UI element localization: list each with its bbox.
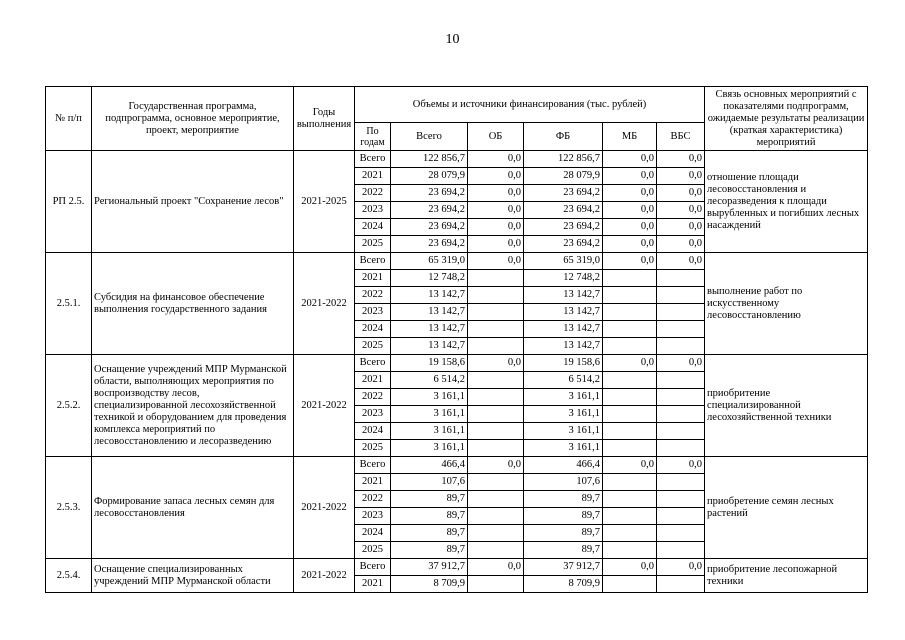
cell-year: Всего [355, 151, 391, 168]
item-number: 2.5.1. [46, 253, 92, 355]
cell-fb: 37 912,7 [524, 559, 603, 576]
cell-fb: 23 694,2 [524, 236, 603, 253]
item-link: приобретение семян лесных растений [705, 457, 868, 559]
cell-ob: 0,0 [468, 202, 524, 219]
cell-vbs: 0,0 [657, 559, 705, 576]
cell-ob [468, 491, 524, 508]
cell-year: 2021 [355, 372, 391, 389]
cell-fb: 65 319,0 [524, 253, 603, 270]
cell-vbs: 0,0 [657, 219, 705, 236]
cell-year: 2025 [355, 440, 391, 457]
cell-mb: 0,0 [603, 559, 657, 576]
cell-vbs: 0,0 [657, 253, 705, 270]
cell-ob [468, 304, 524, 321]
header-fb: ФБ [524, 123, 603, 151]
cell-year: 2021 [355, 474, 391, 491]
cell-total: 12 748,2 [391, 270, 468, 287]
cell-ob: 0,0 [468, 219, 524, 236]
cell-year: 2021 [355, 168, 391, 185]
cell-ob [468, 270, 524, 287]
item-link: приобритение лесопожарной техники [705, 559, 868, 593]
cell-mb [603, 423, 657, 440]
item-years: 2021-2022 [294, 253, 355, 355]
table-header [46, 87, 868, 151]
table-row [46, 253, 868, 270]
cell-vbs: 0,0 [657, 168, 705, 185]
cell-ob: 0,0 [468, 151, 524, 168]
table-row [46, 457, 868, 474]
cell-total: 13 142,7 [391, 304, 468, 321]
cell-year: 2022 [355, 389, 391, 406]
cell-ob [468, 423, 524, 440]
cell-fb: 23 694,2 [524, 219, 603, 236]
cell-ob: 0,0 [468, 559, 524, 576]
cell-year: 2025 [355, 542, 391, 559]
cell-ob [468, 287, 524, 304]
cell-year: 2022 [355, 185, 391, 202]
cell-fb: 12 748,2 [524, 270, 603, 287]
item-years: 2021-2022 [294, 559, 355, 593]
cell-vbs [657, 270, 705, 287]
header-num: № п/п [46, 87, 92, 151]
cell-ob: 0,0 [468, 168, 524, 185]
cell-mb: 0,0 [603, 185, 657, 202]
cell-ob [468, 440, 524, 457]
cell-year: 2024 [355, 219, 391, 236]
header-ob: ОБ [468, 123, 524, 151]
cell-mb [603, 474, 657, 491]
cell-year: 2024 [355, 423, 391, 440]
item-name: Субсидия на финансовое обеспечение выполнения государственного задания [92, 253, 294, 355]
item-years: 2021-2022 [294, 355, 355, 457]
cell-mb [603, 508, 657, 525]
cell-fb: 3 161,1 [524, 423, 603, 440]
item-name: Оснащение учреждений МПР Мурманской области, выполняющих мероприятия по воспроизводству лесов, специализированной лесохозяйственной техникой и оборудованием для проведения комплекса мероприятий по лесовосстановлению и лесоразведению [92, 355, 294, 457]
cell-total: 37 912,7 [391, 559, 468, 576]
cell-vbs [657, 423, 705, 440]
cell-year: 2022 [355, 491, 391, 508]
cell-fb: 13 142,7 [524, 304, 603, 321]
table-row [46, 355, 868, 372]
header-total: Всего [391, 123, 468, 151]
cell-year: 2023 [355, 406, 391, 423]
cell-vbs [657, 304, 705, 321]
cell-total: 8 709,9 [391, 576, 468, 593]
cell-year: 2024 [355, 525, 391, 542]
cell-mb [603, 321, 657, 338]
cell-total: 89,7 [391, 491, 468, 508]
cell-vbs [657, 338, 705, 355]
cell-total: 13 142,7 [391, 321, 468, 338]
cell-vbs [657, 321, 705, 338]
cell-mb [603, 270, 657, 287]
item-link: выполнение работ по искусственному лесовосстановлению [705, 253, 868, 355]
cell-vbs [657, 576, 705, 593]
item-years: 2021-2025 [294, 151, 355, 253]
cell-mb [603, 372, 657, 389]
cell-total: 122 856,7 [391, 151, 468, 168]
cell-year: 2024 [355, 321, 391, 338]
cell-ob [468, 542, 524, 559]
cell-vbs [657, 440, 705, 457]
cell-fb: 89,7 [524, 491, 603, 508]
cell-fb: 13 142,7 [524, 321, 603, 338]
cell-year: Всего [355, 457, 391, 474]
cell-mb [603, 576, 657, 593]
page-number: 10 [445, 32, 460, 47]
cell-fb: 107,6 [524, 474, 603, 491]
cell-year: 2021 [355, 576, 391, 593]
cell-vbs [657, 491, 705, 508]
cell-fb: 3 161,1 [524, 389, 603, 406]
cell-fb: 3 161,1 [524, 406, 603, 423]
cell-fb: 3 161,1 [524, 440, 603, 457]
cell-fb: 89,7 [524, 508, 603, 525]
funding-table [45, 86, 868, 593]
cell-vbs [657, 389, 705, 406]
header-vbs: ВБС [657, 123, 705, 151]
cell-fb: 8 709,9 [524, 576, 603, 593]
cell-fb: 23 694,2 [524, 202, 603, 219]
cell-year: 2025 [355, 236, 391, 253]
cell-ob: 0,0 [468, 185, 524, 202]
cell-total: 107,6 [391, 474, 468, 491]
cell-mb [603, 542, 657, 559]
cell-vbs: 0,0 [657, 151, 705, 168]
table-row [46, 151, 868, 168]
cell-vbs [657, 474, 705, 491]
cell-fb: 89,7 [524, 525, 603, 542]
cell-mb: 0,0 [603, 168, 657, 185]
cell-vbs: 0,0 [657, 355, 705, 372]
cell-year: 2025 [355, 338, 391, 355]
cell-year: 2021 [355, 270, 391, 287]
cell-total: 65 319,0 [391, 253, 468, 270]
cell-vbs [657, 406, 705, 423]
cell-ob [468, 474, 524, 491]
cell-mb: 0,0 [603, 202, 657, 219]
cell-total: 6 514,2 [391, 372, 468, 389]
cell-total: 13 142,7 [391, 338, 468, 355]
item-link: приобритение специализированной лесохозяйственной техники [705, 355, 868, 457]
cell-mb: 0,0 [603, 457, 657, 474]
header-funding: Объемы и источники финансирования (тыс. рублей) [355, 87, 705, 123]
cell-vbs: 0,0 [657, 202, 705, 219]
header-mb: МБ [603, 123, 657, 151]
cell-year: Всего [355, 355, 391, 372]
cell-year: 2023 [355, 508, 391, 525]
item-name: Оснащение специализированных учреждений МПР Мурманской области [92, 559, 294, 593]
cell-mb [603, 389, 657, 406]
cell-fb: 13 142,7 [524, 287, 603, 304]
cell-ob [468, 576, 524, 593]
cell-vbs [657, 372, 705, 389]
cell-mb [603, 338, 657, 355]
cell-year: 2023 [355, 304, 391, 321]
cell-total: 28 079,9 [391, 168, 468, 185]
cell-mb [603, 525, 657, 542]
cell-total: 3 161,1 [391, 423, 468, 440]
cell-ob [468, 321, 524, 338]
cell-fb: 89,7 [524, 542, 603, 559]
cell-fb: 6 514,2 [524, 372, 603, 389]
cell-ob: 0,0 [468, 355, 524, 372]
cell-vbs [657, 508, 705, 525]
cell-year: Всего [355, 559, 391, 576]
header-years: Годы выполнения [294, 87, 355, 151]
cell-fb: 13 142,7 [524, 338, 603, 355]
cell-year: Всего [355, 253, 391, 270]
cell-fb: 28 079,9 [524, 168, 603, 185]
table-body [46, 151, 868, 593]
item-link: отношение площади лесовосстановления и лесоразведения к площади вырубленных и погибших лесных насаждений [705, 151, 868, 253]
cell-ob [468, 338, 524, 355]
cell-total: 3 161,1 [391, 406, 468, 423]
header-program: Государственная программа, подпрограмма, основное мероприятие, проект, мероприятие [92, 87, 294, 151]
cell-year: 2023 [355, 202, 391, 219]
cell-vbs: 0,0 [657, 185, 705, 202]
cell-mb [603, 304, 657, 321]
cell-vbs [657, 287, 705, 304]
cell-year: 2022 [355, 287, 391, 304]
cell-fb: 19 158,6 [524, 355, 603, 372]
cell-total: 19 158,6 [391, 355, 468, 372]
cell-total: 23 694,2 [391, 185, 468, 202]
cell-mb [603, 287, 657, 304]
cell-ob [468, 525, 524, 542]
cell-vbs [657, 542, 705, 559]
cell-mb: 0,0 [603, 151, 657, 168]
cell-mb: 0,0 [603, 355, 657, 372]
cell-ob [468, 406, 524, 423]
cell-fb: 23 694,2 [524, 185, 603, 202]
item-name: Формирование запаса лесных семян для лесовосстановления [92, 457, 294, 559]
cell-ob [468, 372, 524, 389]
cell-mb: 0,0 [603, 253, 657, 270]
cell-total: 23 694,2 [391, 219, 468, 236]
item-years: 2021-2022 [294, 457, 355, 559]
cell-vbs [657, 525, 705, 542]
cell-total: 13 142,7 [391, 287, 468, 304]
item-name: Региональный проект "Сохранение лесов" [92, 151, 294, 253]
cell-ob: 0,0 [468, 236, 524, 253]
cell-vbs: 0,0 [657, 457, 705, 474]
cell-ob [468, 508, 524, 525]
table-row [46, 559, 868, 576]
cell-fb: 122 856,7 [524, 151, 603, 168]
cell-total: 89,7 [391, 508, 468, 525]
item-number: 2.5.4. [46, 559, 92, 593]
cell-total: 3 161,1 [391, 389, 468, 406]
cell-mb [603, 491, 657, 508]
cell-mb [603, 440, 657, 457]
cell-ob [468, 389, 524, 406]
cell-total: 89,7 [391, 525, 468, 542]
cell-ob: 0,0 [468, 253, 524, 270]
header-link: Связь основных мероприятий с показателями подпрограмм, ожидаемые результаты реализации (краткая характеристика) мероприятий [705, 87, 868, 151]
cell-total: 23 694,2 [391, 236, 468, 253]
cell-ob: 0,0 [468, 457, 524, 474]
header-by-year: По годам [355, 123, 391, 151]
item-number: 2.5.2. [46, 355, 92, 457]
item-number: 2.5.3. [46, 457, 92, 559]
cell-mb: 0,0 [603, 219, 657, 236]
cell-vbs: 0,0 [657, 236, 705, 253]
cell-total: 89,7 [391, 542, 468, 559]
item-number: РП 2.5. [46, 151, 92, 253]
cell-total: 23 694,2 [391, 202, 468, 219]
cell-fb: 466,4 [524, 457, 603, 474]
cell-total: 3 161,1 [391, 440, 468, 457]
cell-mb: 0,0 [603, 236, 657, 253]
cell-total: 466,4 [391, 457, 468, 474]
cell-mb [603, 406, 657, 423]
